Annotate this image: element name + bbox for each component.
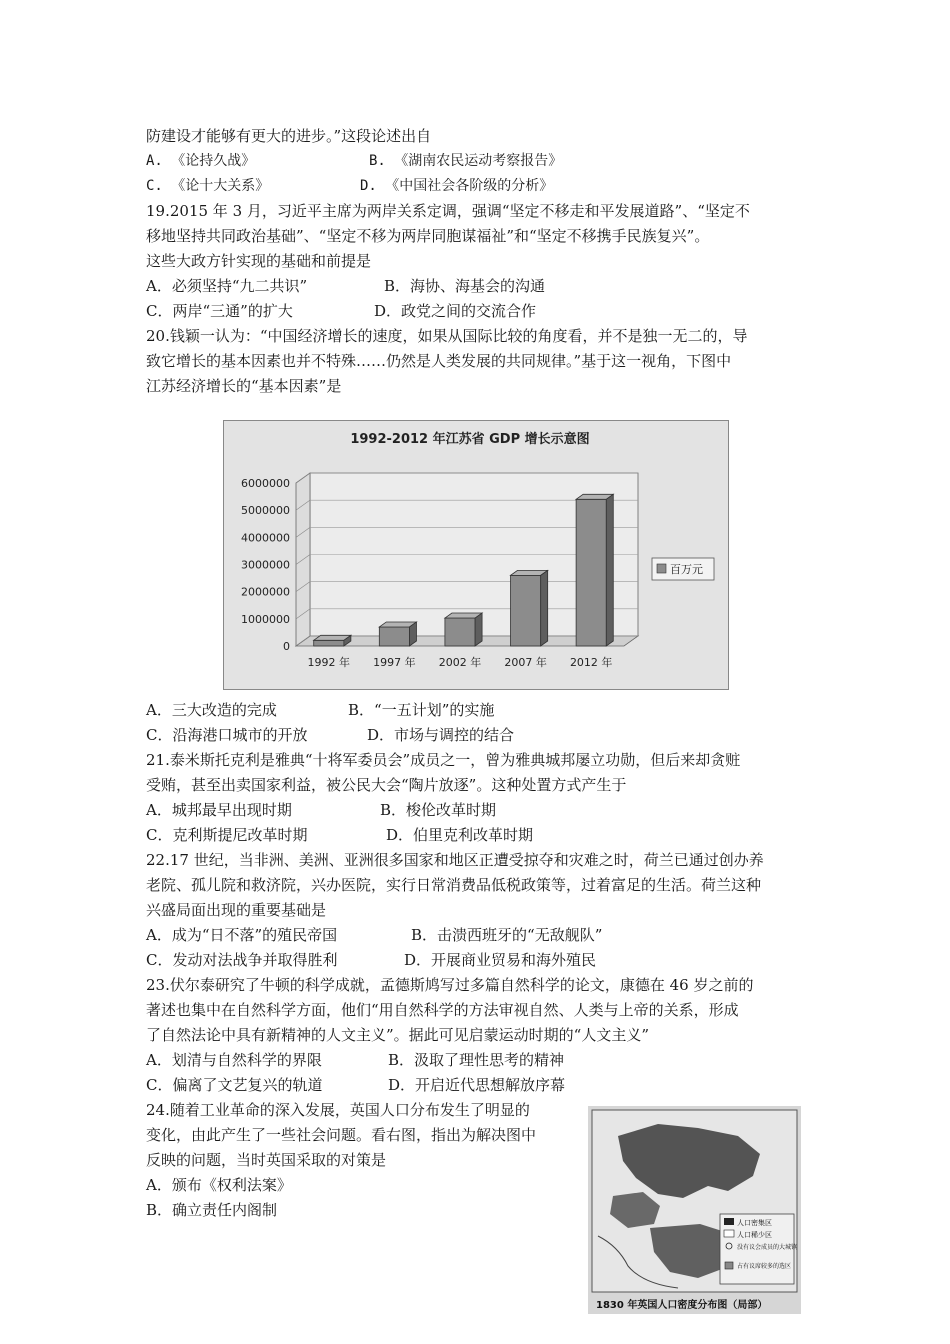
q21-option-c: C．克利斯提尼改革时期 bbox=[146, 826, 308, 844]
option-c: C. 《论十大关系》 bbox=[146, 178, 270, 194]
q19-option-c: C．两岸“三通”的扩大 bbox=[146, 302, 293, 320]
q22-option-a: A．成为“日不落”的殖民帝国 bbox=[146, 926, 338, 944]
q20-option-c: C．沿海港口城市的开放 bbox=[146, 726, 308, 744]
q21-option-d: D．伯里克利改革时期 bbox=[386, 826, 534, 844]
y-tick-label: 1000000 bbox=[241, 612, 290, 626]
q24-option-a: A．颁布《权利法案》 bbox=[146, 1176, 292, 1194]
y-tick-label: 5000000 bbox=[241, 504, 290, 518]
x-tick-label: 2007 年 bbox=[504, 656, 547, 669]
legend-no-seat-town: 没有议会成员的大城镇 bbox=[737, 1244, 798, 1251]
q24-stem-1: 24.随着工业革命的深入发展，英国人口分布发生了明显的 bbox=[146, 1101, 530, 1119]
q24-stem-3: 反映的问题，当时英国采取的对策是 bbox=[146, 1151, 387, 1169]
chart-title: 1992-2012 年江苏省 GDP 增长示意图 bbox=[350, 432, 590, 447]
q23-option-c: C．偏离了文艺复兴的轨道 bbox=[146, 1076, 323, 1094]
y-tick-label: 4000000 bbox=[241, 531, 290, 545]
bar-side bbox=[606, 494, 613, 646]
q20-stem-3: 江苏经济增长的“基本因素”是 bbox=[146, 377, 342, 395]
option-d: D. 《中国社会各阶级的分析》 bbox=[360, 178, 554, 194]
option-b: B. 《湖南农民运动考察报告》 bbox=[369, 153, 563, 169]
legend-dense: 人口密集区 bbox=[737, 1219, 772, 1227]
q19-stem-2: 移地坚持共同政治基础”、“坚定不移为两岸同胞谋福祉”和“坚定不移携手民族复兴”。 bbox=[146, 227, 710, 245]
q20-option-d: D．市场与调控的结合 bbox=[367, 726, 515, 744]
bar-side bbox=[475, 613, 482, 646]
x-tick-label: 1997 年 bbox=[373, 656, 416, 669]
bar-front bbox=[445, 618, 475, 646]
q23-option-d: D．开启近代思想解放序幕 bbox=[388, 1076, 566, 1094]
legend-label: 百万元 bbox=[670, 563, 703, 576]
q22-stem-1: 22.17 世纪，当非洲、美洲、亚洲很多国家和地区正遭受掠夺和灾难之时，荷兰已通过创办养 bbox=[146, 851, 764, 869]
q20-stem-2: 致它增长的基本因素也并不特殊……仍然是人类发展的共同规律。”基于这一视角，下图中 bbox=[146, 352, 732, 370]
q23-option-b: B．汲取了理性思考的精神 bbox=[388, 1051, 565, 1069]
x-tick-label: 1992 年 bbox=[307, 656, 351, 669]
map-legend bbox=[720, 1214, 798, 1284]
q21-option-b: B．梭伦改革时期 bbox=[380, 801, 497, 819]
q22-option-c: C．发动对法战争并取得胜利 bbox=[146, 951, 338, 969]
bar-front bbox=[511, 575, 541, 646]
legend-swatch bbox=[657, 564, 666, 573]
intro-line: 防建设才能够有更大的进步。”这段论述出自 bbox=[146, 127, 432, 145]
q21-stem-2: 受贿，甚至出卖国家利益，被公民大会“陶片放逐”。这种处置方式产生于 bbox=[146, 776, 627, 794]
q22-option-d: D．开展商业贸易和海外殖民 bbox=[404, 951, 597, 969]
x-tick-label: 2012 年 bbox=[569, 656, 613, 669]
bar-side bbox=[541, 570, 548, 646]
q23-stem-1: 23.伏尔泰研究了牛顿的科学成就，孟德斯鸠写过多篇自然科学的论文，康德在 46 岁之前的 bbox=[146, 976, 754, 994]
q23-stem-3: 了自然法论中具有新精神的人文主义”。据此可见启蒙运动时期的“人文主义” bbox=[146, 1026, 650, 1044]
q24-stem-2: 变化，由此产生了一些社会问题。看右图，指出为解决图中 bbox=[146, 1126, 537, 1144]
gdp-chart-svg bbox=[224, 421, 728, 689]
q21-option-a: A．城邦最早出现时期 bbox=[146, 801, 292, 819]
gdp-chart bbox=[223, 420, 729, 690]
q22-stem-2: 老院、孤儿院和救济院，兴办医院，实行日常消费品低税政策等，过着富足的生活。荷兰这种 bbox=[146, 876, 762, 894]
q22-stem-3: 兴盛局面出现的重要基础是 bbox=[146, 901, 327, 919]
q19-option-b: B．海协、海基会的沟通 bbox=[384, 277, 546, 295]
q19-stem-1: 19.2015 年 3 月，习近平主席为两岸关系定调，强调“坚定不移走和平发展道路”、“坚定不 bbox=[146, 202, 750, 220]
y-tick-label: 0 bbox=[283, 640, 290, 653]
q21-stem-1: 21.泰米斯托克利是雅典“十将军委员会”成员之一，曾为雅典城邦屡立功勋，但后来却贪赃 bbox=[146, 751, 741, 769]
bar-front bbox=[379, 627, 409, 646]
y-tick-label: 6000000 bbox=[241, 477, 290, 490]
q19-stem-3: 这些大政方针实现的基础和前提是 bbox=[146, 252, 372, 270]
population-map-svg bbox=[588, 1106, 801, 1314]
q20-stem-1: 20.钱颖一认为：“中国经济增长的速度，如果从国际比较的角度看，并不是独一无二的，导 bbox=[146, 327, 748, 345]
q20-option-a: A．三大改造的完成 bbox=[146, 701, 277, 719]
x-tick-label: 2002 年 bbox=[438, 656, 482, 669]
y-tick-label: 3000000 bbox=[241, 558, 290, 572]
q20-option-b: B．“一五计划”的实施 bbox=[348, 701, 495, 719]
q19-option-a: A．必须坚持“九二共识” bbox=[146, 277, 308, 295]
q23-option-a: A．划清与自然科学的界限 bbox=[146, 1051, 322, 1069]
option-a: A. 《论持久战》 bbox=[146, 153, 256, 169]
legend-sparse: 人口稀少区 bbox=[737, 1231, 772, 1239]
legend-many-seats: 占有议席较多的选区 bbox=[737, 1263, 792, 1270]
q19-option-d: D．政党之间的交流合作 bbox=[374, 302, 537, 320]
q22-option-b: B．击溃西班牙的“无敌舰队” bbox=[411, 926, 603, 944]
q24-option-b: B．确立责任内阁制 bbox=[146, 1201, 278, 1219]
bar-front bbox=[314, 640, 344, 646]
q23-stem-2: 著述也集中在自然科学方面，他们“用自然科学的方法审视自然、人类与上帝的关系，形成 bbox=[146, 1001, 739, 1019]
population-map bbox=[588, 1106, 801, 1314]
bar-front bbox=[576, 499, 606, 646]
y-tick-label: 2000000 bbox=[241, 585, 290, 599]
map-caption: 1830 年英国人口密度分布图（局部） bbox=[596, 1300, 768, 1311]
